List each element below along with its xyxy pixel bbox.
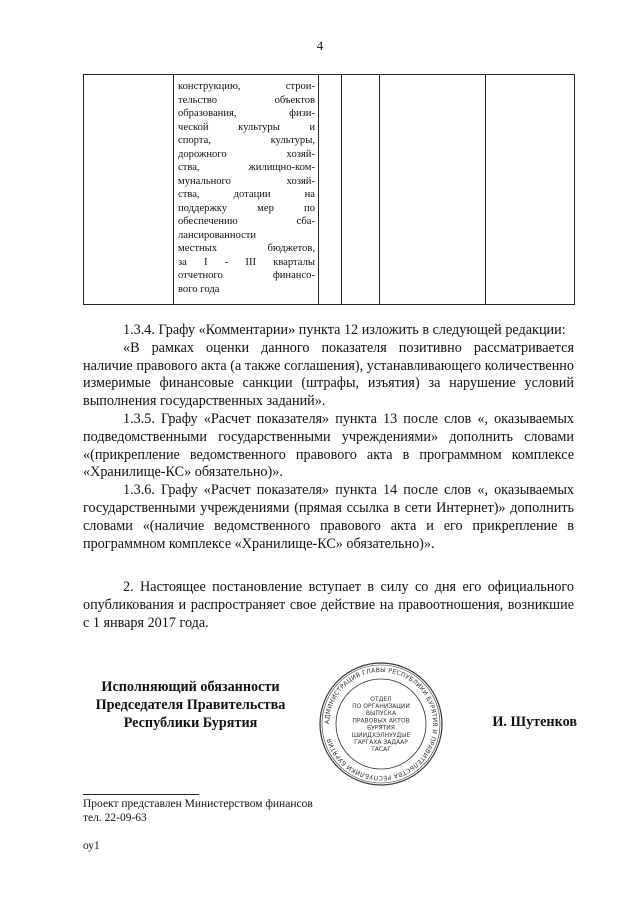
signatory-position: Исполняющий обязанности Председателя Правительства Республики Бурятия	[95, 679, 286, 731]
table-cell-empty	[319, 75, 342, 305]
table-cell-line: ства, жилищно-ком-	[178, 162, 315, 173]
stamp-line: ОТДЕЛ	[370, 695, 392, 703]
table-cell-line: тельство объектов	[178, 94, 315, 106]
indicator-table-fragment	[83, 74, 575, 305]
table-cell-line: спорта, культуры,	[178, 135, 315, 146]
footer-prepared-by: Проект представлен Министерством финансов	[83, 798, 313, 810]
stamp-line: ТАСАГ	[371, 746, 391, 754]
footer-code: оу1	[83, 840, 100, 852]
stamp-line: ГАРГАХА ЗАДААР	[354, 739, 408, 746]
footer-phone: тел. 22-09-63	[83, 812, 147, 824]
stamp-line: ШИИДХЭЛНУУДЫЕ	[351, 731, 411, 739]
stamp-line: БУРЯТИЯ	[367, 724, 395, 732]
paragraph-2: 2. Настоящее постановление вступает в силу со дня его официального опубликования и распространяет свое действие на правоотношения, возникшие с 1 января 2017 года.	[83, 579, 574, 631]
table-cell-line: образования, физи-	[178, 108, 315, 119]
table-cell-line: конструкцию, строи-	[178, 81, 315, 92]
paragraph-1-3-5: 1.3.5. Графу «Расчет показателя» пункта 13 после слов «, оказываемых подведомственными государственными учреждениями» дополнить словами «(прикрепление ведомственного правового акта в программном комплексе «Хранилище-КС» обязательно)».	[83, 410, 574, 481]
table-cell-text	[174, 75, 318, 298]
signatory-name: И. Шутенков	[492, 714, 577, 730]
paragraph-1-3-4: 1.3.4. Графу «Комментарии» пункта 12 изложить в следующей редакции:	[123, 322, 566, 338]
table-cell-line: обеспечению сба-	[178, 216, 315, 227]
svg-text:АДМИНИСТРАЦИЯ ГЛАВЫ РЕСПУБЛИКИ: АДМИНИСТРАЦИЯ ГЛАВЫ РЕСПУБЛИКИ БУРЯТИЯ И ПРАВИТЕЛЬСТВА РЕСПУБЛИКИ БУРЯТИЯ	[323, 666, 439, 782]
official-stamp-seal	[317, 660, 445, 788]
paragraph-1-3-6: 1.3.6. Графу «Расчет показателя» пункта 14 после слов «, оказываемых государственными учреждениями (прямая ссылка в сети Интернет)» дополнить словами «(наличие ведомственного правового акта и его прикрепление в программном комплексе «Хранилище-КС» обязательно)».	[83, 482, 574, 552]
table-cell-line: лансированности	[178, 229, 257, 241]
stamp-line: ПРАВОВЫХ АКТОВ	[352, 717, 410, 725]
paragraph-1-3-4-quote: «В рамках оценки данного показателя позитивно рассматривается наличие правового акта (а также соглашения), устанавливающего количественно измеримые финансовые санкции (штрафы, изъятия) за нарушение условий выполнения государственных заданий».	[83, 339, 574, 410]
table-cell-line: дорожного хозяй-	[178, 148, 315, 160]
page-number: 4	[316, 38, 324, 53]
table-cell-line: поддержку мер по	[178, 202, 315, 214]
table-cell-empty	[380, 75, 486, 305]
table-cell-line: отчетного финансо-	[178, 270, 315, 281]
table-cell-description	[174, 75, 319, 305]
table-cell-empty	[84, 75, 174, 305]
table-cell-line: мунального хозяй-	[178, 175, 315, 187]
stamp-line: ПО ОРГАНИЗАЦИИ	[352, 703, 410, 710]
table-cell-empty	[486, 75, 575, 305]
table-cell-line: вого года	[178, 283, 220, 295]
amendments-text	[83, 322, 574, 553]
footer-divider	[83, 794, 199, 795]
table-cell-line: ческой культуры и	[178, 121, 315, 133]
table-cell-line: местных бюджетов,	[178, 243, 315, 254]
table-cell-empty	[342, 75, 380, 305]
table-cell-line: ства, дотации на	[178, 189, 315, 200]
stamp-line: ВЫПУСКА	[365, 710, 397, 718]
final-provision	[83, 579, 574, 632]
table-cell-line: за I - III кварталы	[178, 256, 315, 268]
